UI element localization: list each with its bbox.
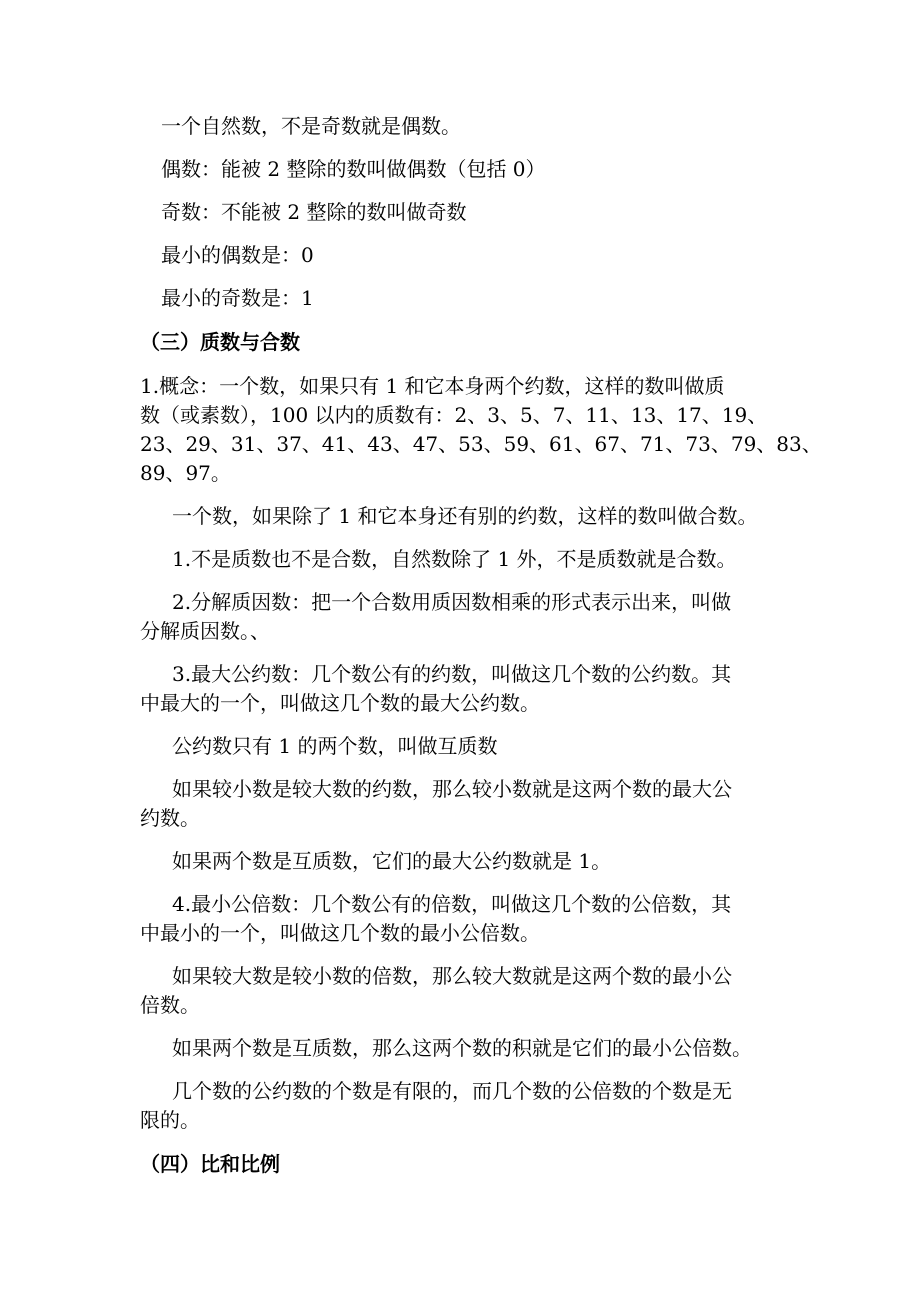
item-3-line-2: 中最大的一个，叫做这几个数的最大公约数。 <box>140 691 540 715</box>
intro-line-5: 最小的奇数是：1 <box>161 286 314 310</box>
section-heading-prime-composite: （三）质数与合数 <box>140 330 300 354</box>
intro-line-3: 奇数：不能被 2 整除的数叫做奇数 <box>161 200 467 224</box>
section-heading-ratio-proportion: （四）比和比例 <box>140 1152 280 1176</box>
item-1: 1.不是质数也不是合数，自然数除了 1 外，不是质数就是合数。 <box>172 547 737 571</box>
gcd-rule-line-2: 约数。 <box>140 806 200 830</box>
intro-line-4: 最小的偶数是：0 <box>161 243 314 267</box>
item-2-line-2: 分解质因数。、 <box>140 619 270 643</box>
lcm-coprime-rule: 如果两个数是互质数，那么这两个数的积就是它们的最小公倍数。 <box>172 1036 752 1060</box>
concept-line-3: 23、29、31、37、41、43、47、53、59、61、67、71、73、79、83、 <box>140 432 822 456</box>
item-3-line-1: 3.最大公约数：几个数公有的约数，叫做这几个数的公约数。其 <box>172 662 732 686</box>
gcd-coprime-rule: 如果两个数是互质数，它们的最大公约数就是 1。 <box>172 849 612 873</box>
coprime-definition: 公约数只有 1 的两个数，叫做互质数 <box>172 734 498 758</box>
item-2-line-1: 2.分解质因数：把一个合数用质因数相乘的形式表示出来，叫做 <box>172 590 732 614</box>
composite-definition: 一个数，如果除了 1 和它本身还有别的约数，这样的数叫做合数。 <box>172 504 758 528</box>
intro-line-1: 一个自然数，不是奇数就是偶数。 <box>161 114 461 138</box>
item-4-line-2: 中最小的一个，叫做这几个数的最小公倍数。 <box>140 921 540 945</box>
concept-line-1: 1.概念：一个数，如果只有 1 和它本身两个约数，这样的数叫做质 <box>140 374 725 398</box>
finite-rule-line-1: 几个数的公约数的个数是有限的，而几个数的公倍数的个数是无 <box>172 1079 732 1103</box>
lcm-rule-line-2: 倍数。 <box>140 993 200 1017</box>
lcm-rule-line-1: 如果较大数是较小数的倍数，那么较大数就是这两个数的最小公 <box>172 964 732 988</box>
concept-line-4: 89、97。 <box>140 461 231 485</box>
item-4-line-1: 4.最小公倍数：几个数公有的倍数，叫做这几个数的公倍数，其 <box>172 892 732 916</box>
gcd-rule-line-1: 如果较小数是较大数的约数，那么较小数就是这两个数的最大公 <box>172 777 732 801</box>
finite-rule-line-2: 限的。 <box>140 1108 200 1132</box>
intro-line-2: 偶数：能被 2 整除的数叫做偶数（包括 0） <box>161 157 546 181</box>
concept-line-2: 数（或素数），100 以内的质数有：2、3、5、7、11、13、17、19、 <box>140 403 768 427</box>
